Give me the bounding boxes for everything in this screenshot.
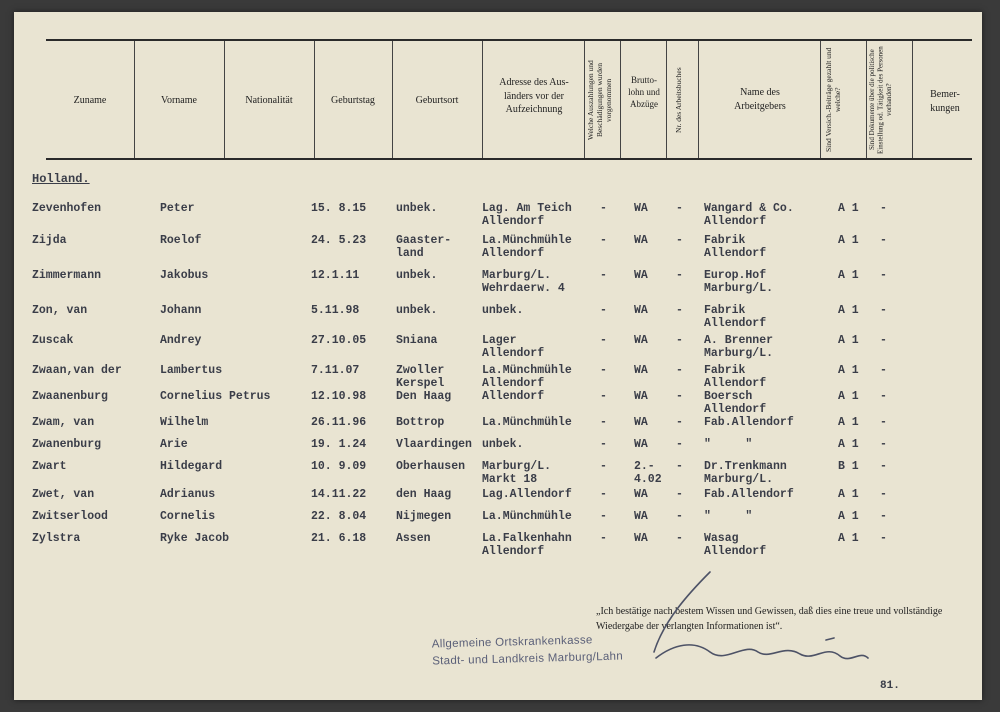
stamp-line-1: Allgemeine Ortskrankenkasse — [431, 634, 593, 651]
cell-adresse: unbek. — [482, 438, 524, 451]
cell-auszahlung: - — [600, 269, 607, 282]
cell-brutto: WA — [634, 488, 648, 501]
cell-vers: A 1 — [838, 202, 859, 215]
cell-geburtsort: Gaaster- land — [396, 234, 452, 260]
cell-geburtstag: 10. 9.09 — [311, 460, 367, 473]
cell-vorname: Cornelis — [160, 510, 216, 523]
cell-dok: - — [880, 416, 887, 429]
stamp-line-2: Stadt- und Landkreis Marburg/Lahn — [432, 650, 624, 668]
cell-zuname: Zwart — [32, 460, 67, 473]
cell-adresse: unbek. — [482, 304, 524, 317]
cell-vers: A 1 — [838, 488, 859, 501]
cell-geburtstag: 15. 8.15 — [311, 202, 367, 215]
cell-geburtstag: 26.11.96 — [311, 416, 367, 429]
cell-arbeitsbuch: - — [676, 438, 683, 451]
cell-adresse: La.Münchmühle Allendorf — [482, 234, 572, 260]
header-bruttolohn: Brutto-lohn und Abzüge — [628, 75, 660, 110]
cell-dok: - — [880, 364, 887, 377]
cell-arbeitgeber: Wasag Allendorf — [704, 532, 767, 558]
cell-auszahlung: - — [600, 304, 607, 317]
cell-dok: - — [880, 202, 887, 215]
cell-zuname: Zon, van — [32, 304, 88, 317]
cell-arbeitgeber: " " — [704, 438, 753, 451]
cell-arbeitgeber: Fab.Allendorf — [704, 416, 794, 429]
cell-adresse: La.Falkenhahn Allendorf — [482, 532, 572, 558]
cell-geburtstag: 22. 8.04 — [311, 510, 367, 523]
cell-vorname: Peter — [160, 202, 195, 215]
cell-adresse: Allendorf — [482, 390, 545, 403]
cell-auszahlung: - — [600, 438, 607, 451]
cell-arbeitsbuch: - — [676, 304, 683, 317]
cell-geburtstag: 19. 1.24 — [311, 438, 367, 451]
cell-brutto: WA — [634, 334, 648, 347]
cell-arbeitgeber: Wangard & Co. Allendorf — [704, 202, 794, 228]
cell-brutto: WA — [634, 269, 648, 282]
cell-auszahlung: - — [600, 334, 607, 347]
cell-zuname: Zwaanenburg — [32, 390, 108, 403]
cell-arbeitsbuch: - — [676, 364, 683, 377]
cell-arbeitgeber: Fabrik Allendorf — [704, 234, 767, 260]
cell-auszahlung: - — [600, 390, 607, 403]
document-sheet — [14, 12, 982, 700]
cell-vers: A 1 — [838, 304, 859, 317]
header-arbeitgeber: Name des Arbeitgebers — [734, 87, 786, 112]
cell-vers: A 1 — [838, 234, 859, 247]
cell-brutto: 2.- 4.02 — [634, 460, 662, 486]
cell-vorname: Roelof — [160, 234, 202, 247]
cell-geburtstag: 24. 5.23 — [311, 234, 367, 247]
cell-geburtstag: 14.11.22 — [311, 488, 367, 501]
cell-adresse: La.Münchmühle — [482, 416, 572, 429]
confirmation-text: „Ich bestätige nach bestem Wissen und Gewissen, daß dies eine treue und vollständige Wiedergabe der verlangten Informationen ist“. — [596, 606, 943, 632]
header-auszahlungen: Welche Auszahlungen und Beschädigungen wurden vorgenommen — [586, 60, 613, 140]
cell-zuname: Zwam, van — [32, 416, 95, 429]
cell-arbeitsbuch: - — [676, 416, 683, 429]
cell-zuname: Zevenhofen — [32, 202, 102, 215]
cell-geburtstag: 12.1.11 — [311, 269, 360, 282]
cell-auszahlung: - — [600, 460, 607, 473]
cell-zuname: Zwaan,van der — [32, 364, 122, 377]
cell-brutto: WA — [634, 304, 648, 317]
header-bemerkungen: Bemer-kungen — [930, 89, 960, 114]
cell-geburtstag: 27.10.05 — [311, 334, 367, 347]
cell-geburtstag: 5.11.98 — [311, 304, 360, 317]
cell-geburtsort: unbek. — [396, 304, 438, 317]
header-zuname: Zuname — [73, 95, 107, 106]
cell-arbeitsbuch: - — [676, 488, 683, 501]
cell-adresse: La.Münchmühle — [482, 510, 572, 523]
cell-arbeitsbuch: - — [676, 390, 683, 403]
header-adresse: Adresse des Aus-länders vor der Aufzeichnung — [499, 77, 569, 115]
cell-geburtsort: Assen — [396, 532, 431, 545]
cell-arbeitsbuch: - — [676, 510, 683, 523]
cell-dok: - — [880, 390, 887, 403]
cell-geburtsort: Vlaardingen — [396, 438, 472, 451]
cell-dok: - — [880, 334, 887, 347]
cell-arbeitsbuch: - — [676, 334, 683, 347]
cell-arbeitsbuch: - — [676, 234, 683, 247]
cell-geburtsort: unbek. — [396, 202, 438, 215]
cell-vers: A 1 — [838, 269, 859, 282]
cell-vers: B 1 — [838, 460, 859, 473]
cell-arbeitgeber: Fabrik Allendorf — [704, 364, 767, 390]
cell-auszahlung: - — [600, 234, 607, 247]
cell-vorname: Hildegard — [160, 460, 223, 473]
cell-vers: A 1 — [838, 438, 859, 451]
cell-brutto: WA — [634, 202, 648, 215]
header-arbeitsbuch: Nr. des Arbeitsbuches — [674, 67, 683, 133]
header-versicherung: Sind Versich.-Beiträge gezahlt und welche? — [824, 47, 842, 153]
cell-auszahlung: - — [600, 510, 607, 523]
cell-arbeitgeber: Boersch Allendorf — [704, 390, 767, 416]
cell-vers: A 1 — [838, 416, 859, 429]
cell-auszahlung: - — [600, 488, 607, 501]
cell-adresse: Marburg/L. Markt 18 — [482, 460, 552, 486]
cell-vorname: Wilhelm — [160, 416, 209, 429]
cell-auszahlung: - — [600, 202, 607, 215]
header-geburtsort: Geburtsort — [415, 95, 459, 106]
cell-brutto: WA — [634, 438, 648, 451]
cell-adresse: Lag. Am Teich Allendorf — [482, 202, 572, 228]
cell-zuname: Zijda — [32, 234, 67, 247]
cell-zuname: Zylstra — [32, 532, 81, 545]
cell-vers: A 1 — [838, 364, 859, 377]
cell-zuname: Zuscak — [32, 334, 74, 347]
cell-geburtsort: Zwoller Kerspel — [396, 364, 445, 390]
cell-brutto: WA — [634, 416, 648, 429]
cell-vers: A 1 — [838, 390, 859, 403]
page-number: 81. — [880, 680, 900, 692]
cell-geburtsort: Den Haag — [396, 390, 452, 403]
cell-brutto: WA — [634, 364, 648, 377]
cell-dok: - — [880, 510, 887, 523]
cell-vorname: Adrianus — [160, 488, 216, 501]
cell-dok: - — [880, 460, 887, 473]
header-dokumente: Sind Dokumente über die politische Einstellung od. Tätigkeit des Personen vorhanden? — [868, 46, 893, 154]
cell-geburtstag: 7.11.07 — [311, 364, 360, 377]
cell-arbeitsbuch: - — [676, 460, 683, 473]
cell-adresse: Lager Allendorf — [482, 334, 545, 360]
cell-arbeitgeber: Fab.Allendorf — [704, 488, 794, 501]
cell-dok: - — [880, 269, 887, 282]
cell-auszahlung: - — [600, 532, 607, 545]
cell-adresse: La.Münchmühle Allendorf — [482, 364, 572, 390]
cell-vorname: Lambertus — [160, 364, 223, 377]
cell-arbeitgeber: Dr.Trenkmann Marburg/L. — [704, 460, 787, 486]
cell-arbeitgeber: " " — [704, 510, 753, 523]
cell-vorname: Arie — [160, 438, 188, 451]
cell-vers: A 1 — [838, 532, 859, 545]
cell-geburtsort: unbek. — [396, 269, 438, 282]
section-label: Holland. — [32, 172, 90, 186]
cell-brutto: WA — [634, 234, 648, 247]
cell-vers: A 1 — [838, 510, 859, 523]
cell-arbeitgeber: A. Brenner Marburg/L. — [704, 334, 774, 360]
cell-arbeitsbuch: - — [676, 269, 683, 282]
cell-auszahlung: - — [600, 416, 607, 429]
cell-dok: - — [880, 234, 887, 247]
header-vorname: Vorname — [161, 95, 197, 106]
cell-arbeitgeber: Fabrik Allendorf — [704, 304, 767, 330]
cell-arbeitgeber: Europ.Hof Marburg/L. — [704, 269, 774, 295]
cell-dok: - — [880, 304, 887, 317]
cell-geburtsort: den Haag — [396, 488, 452, 501]
cell-zuname: Zwet, van — [32, 488, 95, 501]
cell-zuname: Zwitserlood — [32, 510, 108, 523]
cell-arbeitsbuch: - — [676, 202, 683, 215]
cell-geburtsort: Oberhausen — [396, 460, 466, 473]
cell-adresse: Marburg/L. Wehrdaerw. 4 — [482, 269, 565, 295]
cell-brutto: WA — [634, 532, 648, 545]
cell-geburtsort: Bottrop — [396, 416, 445, 429]
cell-vorname: Johann — [160, 304, 202, 317]
cell-zuname: Zwanenburg — [32, 438, 102, 451]
cell-geburtsort: Sniana — [396, 334, 438, 347]
cell-vorname: Ryke Jacob — [160, 532, 230, 545]
cell-geburtstag: 21. 6.18 — [311, 532, 367, 545]
cell-geburtstag: 12.10.98 — [311, 390, 367, 403]
signature — [14, 12, 982, 700]
cell-dok: - — [880, 438, 887, 451]
cell-vorname: Jakobus — [160, 269, 209, 282]
cell-dok: - — [880, 532, 887, 545]
cell-vorname: Andrey — [160, 334, 202, 347]
cell-arbeitsbuch: - — [676, 532, 683, 545]
header-nationalitaet: Nationalität — [245, 95, 293, 106]
cell-zuname: Zimmermann — [32, 269, 102, 282]
cell-vers: A 1 — [838, 334, 859, 347]
cell-dok: - — [880, 488, 887, 501]
cell-adresse: Lag.Allendorf — [482, 488, 572, 501]
header-geburtstag: Geburtstag — [331, 95, 375, 106]
cell-geburtsort: Nijmegen — [396, 510, 452, 523]
cell-brutto: WA — [634, 390, 648, 403]
cell-brutto: WA — [634, 510, 648, 523]
cell-vorname: Cornelius Petrus — [160, 390, 271, 403]
cell-auszahlung: - — [600, 364, 607, 377]
